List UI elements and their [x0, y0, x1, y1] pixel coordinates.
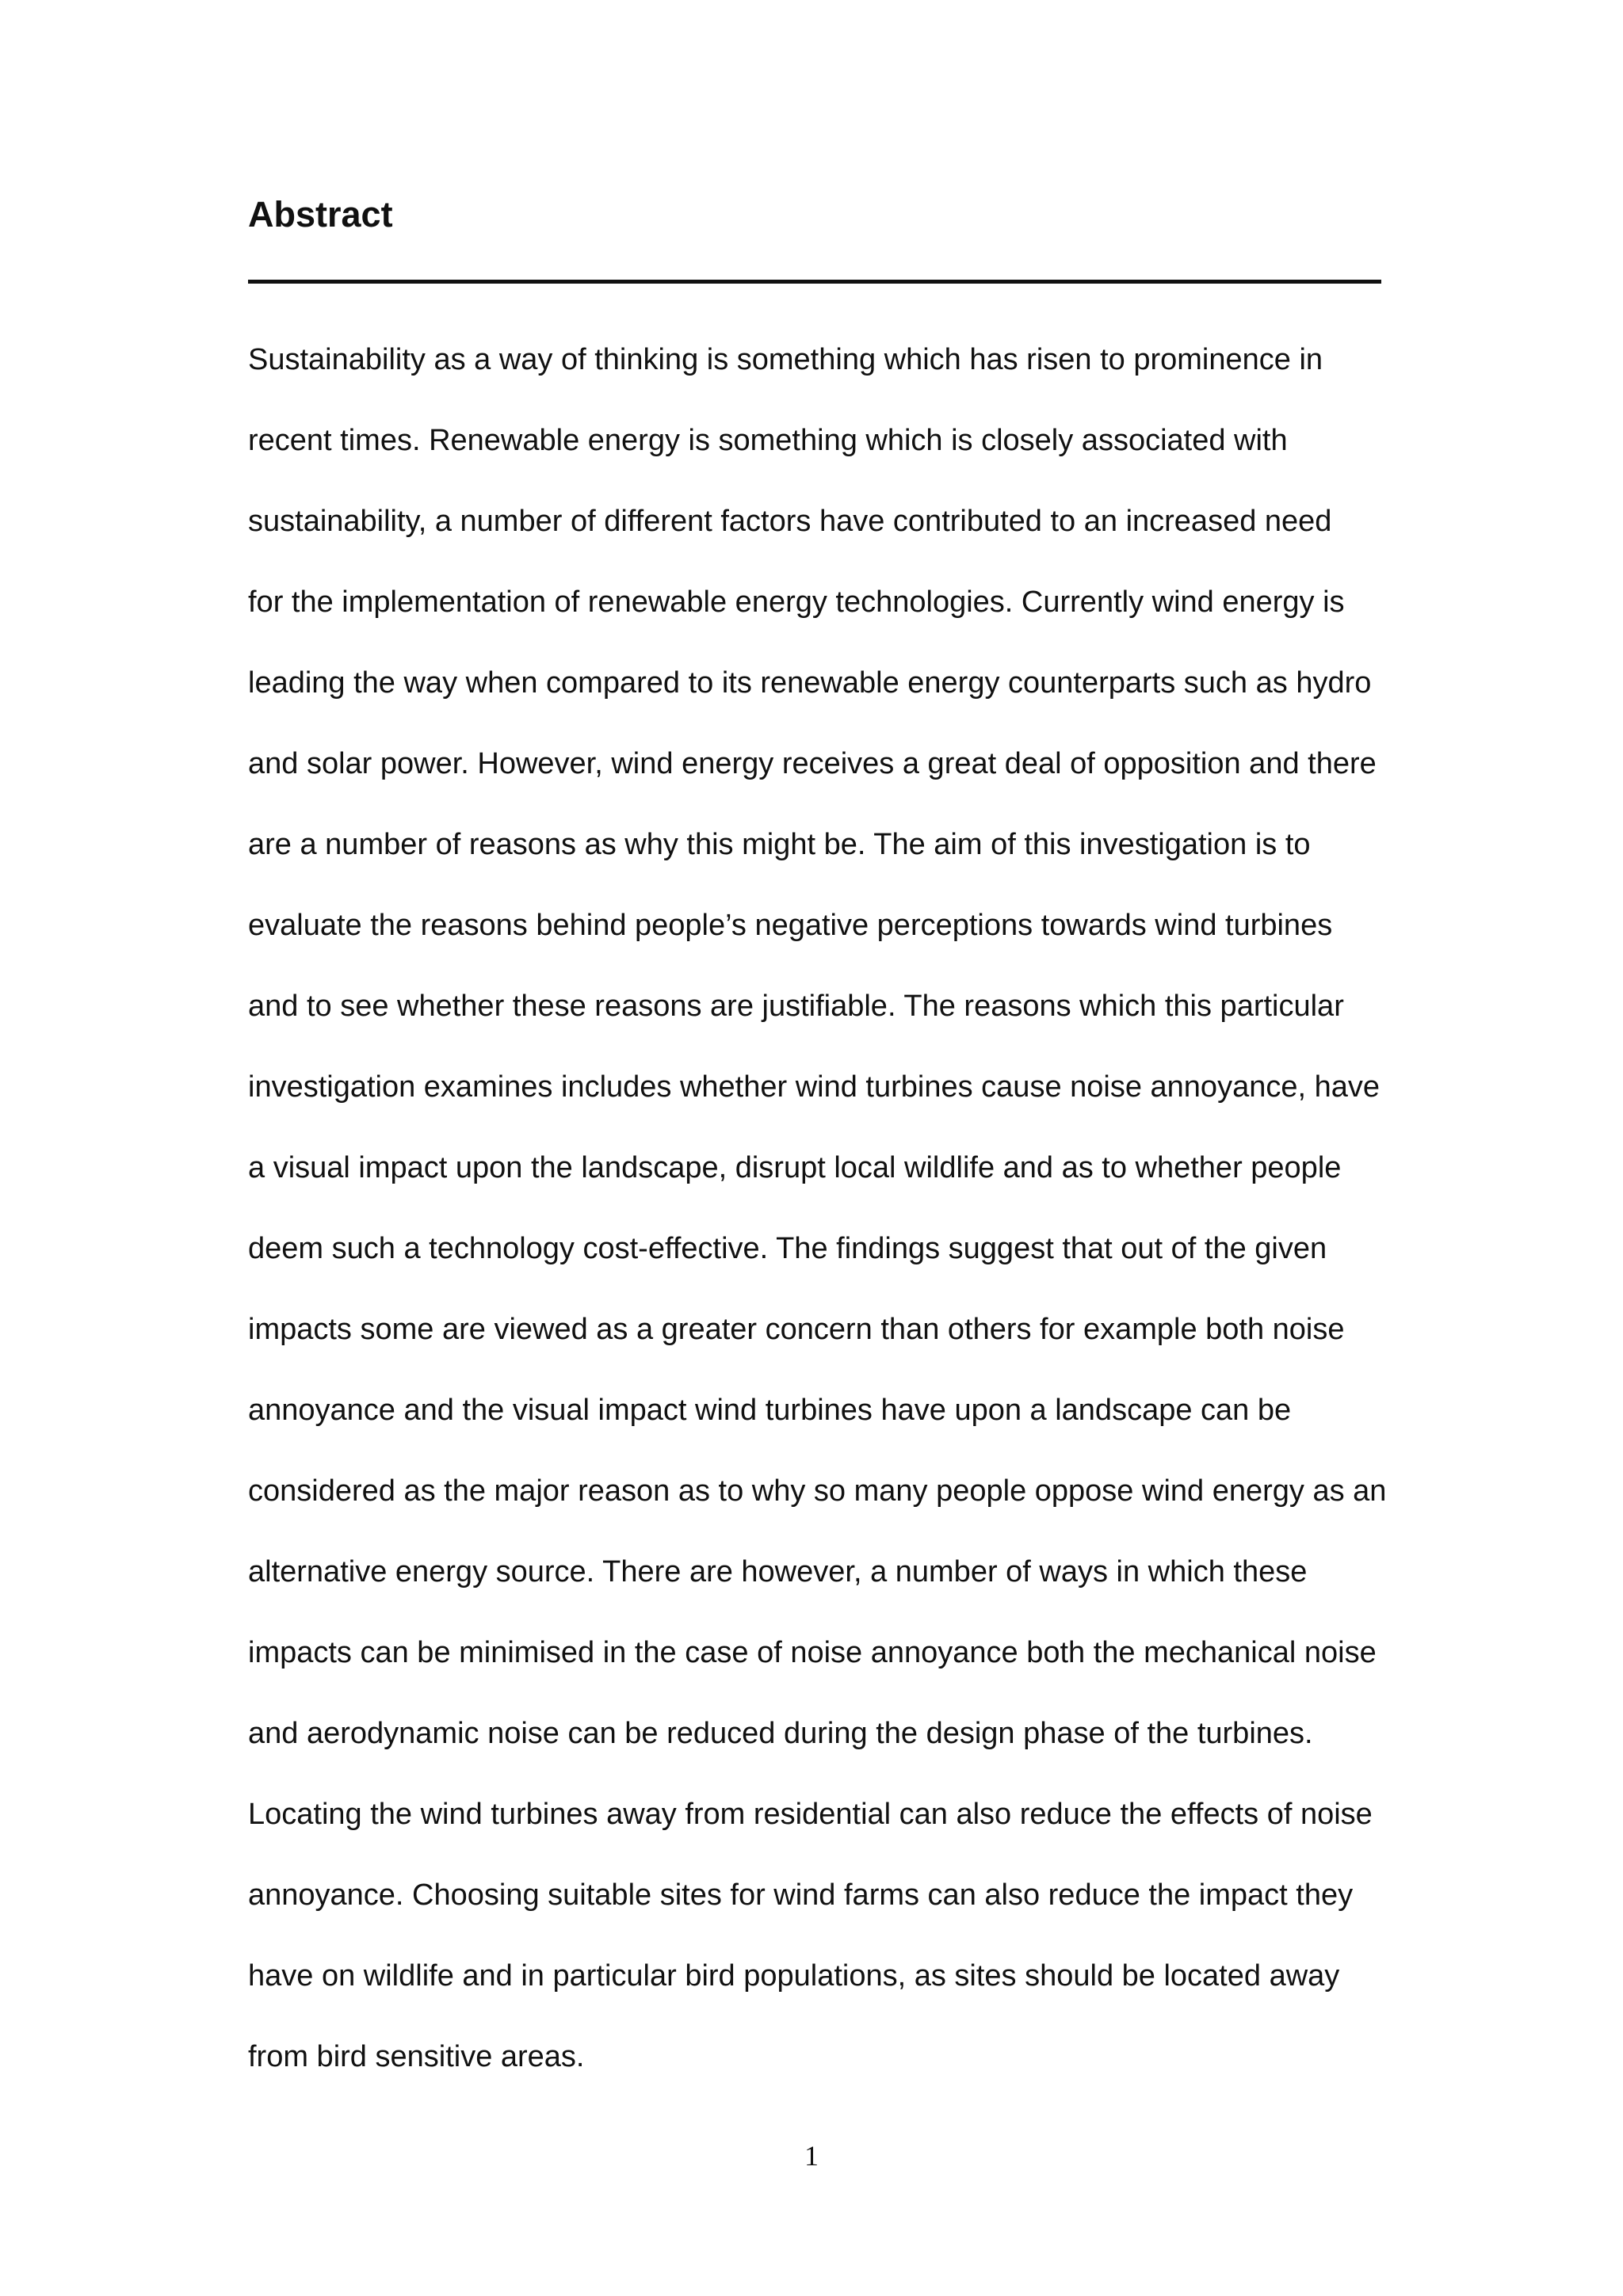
abstract-line: recent times. Renewable energy is something which is closely associated with: [248, 424, 1288, 457]
abstract-line: and to see whether these reasons are justifiable. The reasons which this particular: [248, 990, 1344, 1023]
abstract-line: evaluate the reasons behind people’s negative perceptions towards wind turbines: [248, 909, 1333, 942]
abstract-line: annoyance and the visual impact wind turbines have upon a landscape can be: [248, 1394, 1292, 1427]
abstract-line: a visual impact upon the landscape, disrupt local wildlife and as to whether people: [248, 1151, 1342, 1184]
abstract-line: considered as the major reason as to why so many people oppose wind energy as an: [248, 1474, 1387, 1508]
abstract-body: [248, 339, 1405, 2117]
abstract-line: leading the way when compared to its renewable energy counterparts such as hydro: [248, 666, 1372, 700]
abstract-line: are a number of reasons as why this might be. The aim of this investigation is to: [248, 828, 1311, 861]
abstract-line: deem such a technology cost-effective. The findings suggest that out of the given: [248, 1232, 1327, 1265]
abstract-heading: Abstract: [248, 194, 393, 235]
abstract-line: and solar power. However, wind energy receives a great deal of opposition and there: [248, 747, 1377, 780]
abstract-line: Locating the wind turbines away from residential can also reduce the effects of noise: [248, 1798, 1373, 1831]
abstract-line: alternative energy source. There are however, a number of ways in which these: [248, 1555, 1308, 1589]
abstract-line: investigation examines includes whether wind turbines cause noise annoyance, have: [248, 1070, 1380, 1104]
abstract-line: impacts some are viewed as a greater concern than others for example both noise: [248, 1313, 1345, 1346]
abstract-line: sustainability, a number of different factors have contributed to an increased need: [248, 505, 1332, 538]
page-number: 1: [804, 2140, 819, 2172]
abstract-line: from bird sensitive areas.: [248, 2040, 585, 2073]
abstract-line: have on wildlife and in particular bird populations, as sites should be located away: [248, 1959, 1340, 1993]
abstract-line: for the implementation of renewable energy technologies. Currently wind energy is: [248, 585, 1345, 619]
abstract-line: impacts can be minimised in the case of noise annoyance both the mechanical noise: [248, 1636, 1377, 1669]
abstract-line: annoyance. Choosing suitable sites for wind farms can also reduce the impact they: [248, 1878, 1354, 1912]
abstract-line: and aerodynamic noise can be reduced during the design phase of the turbines.: [248, 1717, 1313, 1750]
abstract-line: Sustainability as a way of thinking is something which has risen to prominence in: [248, 343, 1323, 376]
heading-underline-rule: [248, 280, 1381, 284]
